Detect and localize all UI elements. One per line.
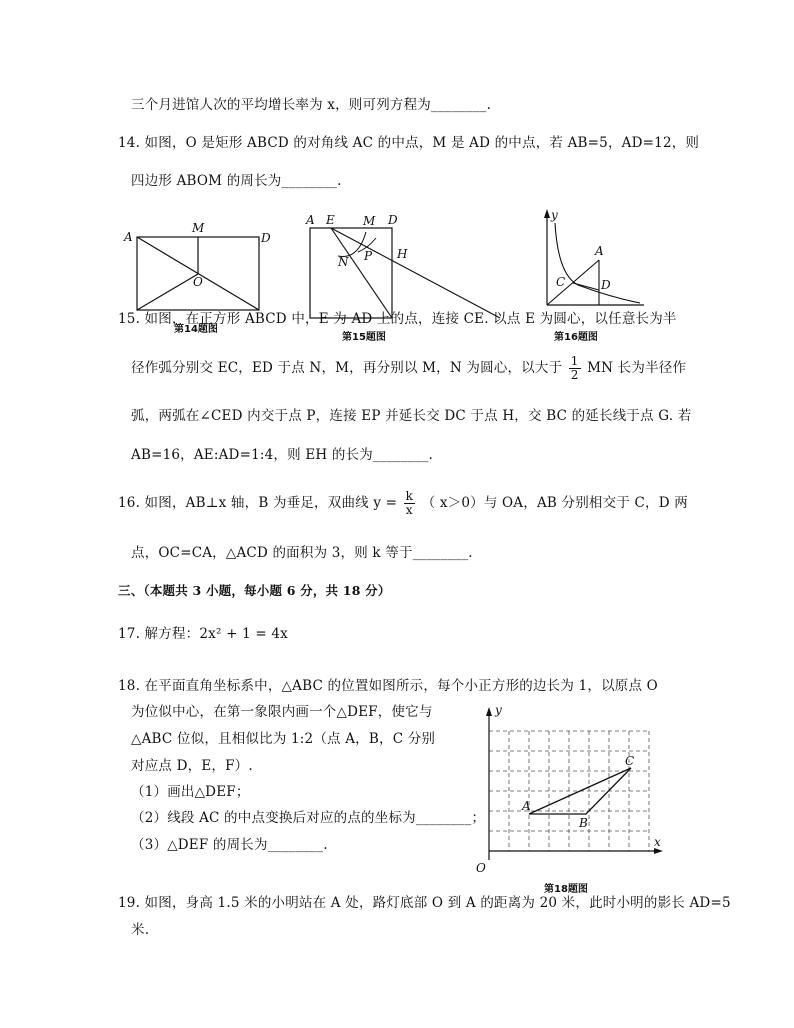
- fig16-label-a: A: [595, 244, 604, 258]
- fig15-label-a: A: [306, 213, 315, 227]
- figure-14: [120, 218, 280, 318]
- q15-text-2b: MN 长为半径作: [587, 360, 687, 376]
- q18-text-2: 为位似中心，在第一象限内画一个△DEF，使它与: [131, 704, 433, 720]
- caption-fig18: 第18题图: [544, 884, 588, 895]
- q16-text-2: 点，OC=CA，△ACD 的面积为 3，则 k 等于________.: [131, 545, 473, 561]
- q18-part-3: （3）△DEF 的周长为________.: [131, 837, 328, 853]
- q19-text-1: 19. 如图，身高 1.5 米的小明站在 A 处，路灯底部 O 到 A 的距离为 20 米，此时小明的影长 AD=5: [118, 895, 731, 911]
- caption-fig16: 第16题图: [554, 332, 598, 343]
- q16-text-1a: 16. 如图，AB⊥x 轴，B 为垂足，双曲线 y =: [118, 495, 398, 511]
- q17-text: 17. 解方程：2x² + 1 = 4x: [118, 626, 288, 642]
- q18-part-2: （2）线段 AC 的中点变换后对应的点的坐标为________；: [131, 810, 486, 826]
- section-3-heading: 三、（本题共 3 小题，每小题 6 分，共 18 分）: [118, 583, 391, 598]
- q15-text-1: 15. 如图，在正方形 ABCD 中，E 为 AD 上的点，连接 CE. 以点 E 为圆心，以任意长为半: [118, 311, 677, 327]
- fig16-label-c: C: [556, 275, 566, 289]
- q15-text-2: [131, 355, 686, 382]
- q18-text-4: 对应点 D，E，F）.: [131, 758, 253, 774]
- fraction-half: [569, 355, 581, 382]
- q15-text-4: AB=16，AE:AD=1:4，则 EH 的长为________.: [131, 447, 434, 463]
- fraction-k-num: k: [405, 489, 414, 503]
- q18-text-1: 18. 在平面直角坐标系中，△ABC 的位置如图所示，每个小正方形的边长为 1，以原点 O: [118, 678, 658, 694]
- fig18-label-c: C: [625, 754, 635, 768]
- fig15-label-h: H: [397, 247, 408, 261]
- fig15-label-p: P: [364, 249, 373, 263]
- fig15-label-n: N: [338, 255, 349, 269]
- fig14-label-m: M: [192, 221, 205, 235]
- fig15-label-d: D: [388, 213, 398, 227]
- caption-fig14: 第14题图: [174, 324, 218, 335]
- q18-part-1: （1）画出△DEF；: [131, 784, 250, 800]
- q16-text-1b: （ x＞0）与 OA，AB 分别相交于 C，D 两: [421, 495, 688, 511]
- fig18-label-y: y: [495, 703, 502, 717]
- fig14-label-a: A: [124, 230, 133, 244]
- fig18-label-o: O: [476, 861, 486, 875]
- caption-fig15: 第15题图: [342, 332, 386, 343]
- fraction-k-over-x: [404, 490, 415, 517]
- figure-16: [520, 205, 650, 315]
- q14-text-2: 四边形 ABOM 的周长为________.: [131, 173, 342, 189]
- q14-text-1: 14. 如图，O 是矩形 ABCD 的对角线 AC 的中点，M 是 AD 的中点，若 AB=5，AD=12，则: [118, 135, 700, 151]
- fig18-label-x: x: [654, 835, 661, 849]
- fig18-label-a: A: [522, 799, 531, 813]
- q15-text-3: 弧，两弧在∠CED 内交于点 P，连接 EP 并延长交 DC 于点 H，交 BC 的延长线于点 G. 若: [131, 408, 692, 424]
- fig14-label-d: D: [261, 231, 271, 245]
- fraction-half-den: 2: [570, 368, 579, 382]
- q15-text-2a: 径作弧分别交 EC，ED 于点 N，M，再分别以 M，N 为圆心，以大于: [131, 360, 563, 376]
- q16-text-1: [118, 490, 688, 517]
- fraction-k-den: x: [405, 503, 413, 517]
- fig14-label-o: O: [193, 275, 203, 289]
- fraction-half-num: 1: [570, 354, 579, 368]
- fig15-label-e: E: [326, 213, 335, 227]
- figure-18: [470, 700, 670, 880]
- fig16-label-y: y: [551, 208, 558, 222]
- fig15-label-m: M: [363, 214, 376, 228]
- fig16-label-d: D: [601, 278, 611, 292]
- fig18-label-b: B: [579, 816, 588, 830]
- q19-text-2: 米.: [131, 922, 150, 938]
- q18-text-3: △ABC 位似，且相似比为 1:2（点 A，B，C 分别: [131, 731, 436, 747]
- q13-tail: 三个月进馆人次的平均增长率为 x，则可列方程为________.: [131, 97, 492, 113]
